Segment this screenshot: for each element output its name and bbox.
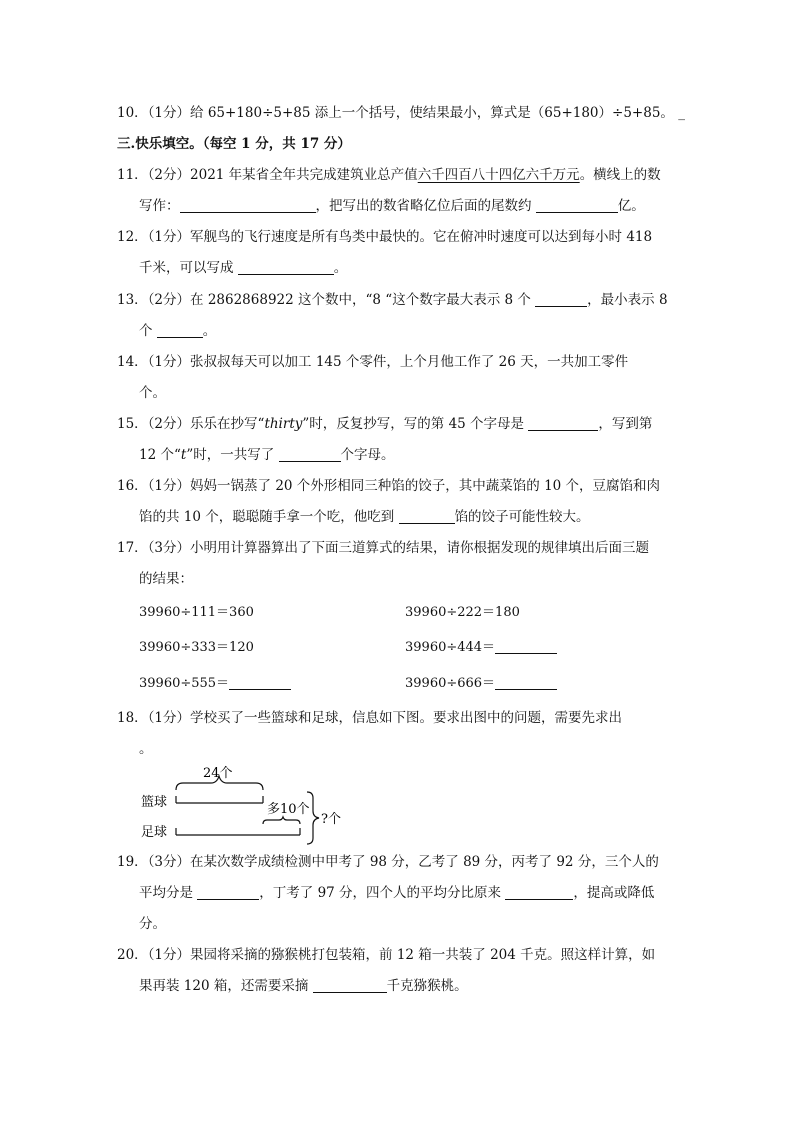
question-text: 乐乐在抄写“ — [190, 416, 265, 432]
question-number: 12． — [117, 229, 148, 245]
diagram-basketball-count: 24个 — [203, 766, 233, 781]
question-text: 果园将采摘的猕猴桃打包装箱，前 12 箱一共装了 204 千克。照这样计算，如 — [190, 947, 656, 963]
question-text: 。横线上的数 — [579, 167, 661, 183]
answer-blank[interactable] — [238, 259, 334, 275]
question-text: 妈妈一锅蒸了 20 个外形相同三种馅的饺子，其中蔬菜馅的 10 个，豆腐馅和肉 — [190, 478, 661, 494]
answer-blank[interactable] — [180, 197, 316, 213]
question-score: （2分） — [147, 292, 191, 308]
answer-blank[interactable] — [313, 977, 387, 993]
question-13-line-2 — [139, 321, 216, 341]
answer-blank[interactable] — [229, 674, 291, 690]
question-text: ，把写出的数省略亿位后面的尾数约 — [315, 198, 536, 214]
question-score: （1分） — [147, 229, 191, 245]
question-text: 馅的共 10 个，聪聪随手拿一个吃，他吃到 — [139, 509, 399, 525]
answer-blank[interactable] — [505, 884, 573, 900]
difference-label: 多10个 — [267, 802, 310, 817]
question-number: 10． — [117, 105, 148, 121]
question-score: （1分） — [147, 354, 191, 370]
calc-item: 39960÷222＝180 — [405, 605, 520, 620]
question-text: 12 个“ — [139, 447, 181, 463]
answer-blank[interactable] — [495, 638, 557, 654]
question-14-line-2: 个。 — [139, 385, 166, 401]
question-text: 在 2862868922 这个数中，“8 “这个数字最大表示 8 个 — [190, 292, 536, 308]
question-score: （1分） — [147, 947, 191, 963]
question-text: 军舰鸟的飞行速度是所有鸟类中最快的。它在俯冲时速度可以达到每小时 418 — [190, 229, 653, 245]
english-word: thirty — [264, 416, 303, 432]
line-segment-diagram — [139, 762, 349, 848]
answer-blank[interactable] — [495, 674, 557, 690]
question-score: （3分） — [147, 540, 191, 556]
question-number: 15． — [117, 416, 148, 432]
question-text: 给 65+180÷5+85 添上一个括号，使结果最小，算式是（65+180）÷5+85。 _ — [190, 105, 685, 121]
question-20-line-2 — [139, 976, 468, 996]
question-14 — [117, 352, 628, 372]
right-brace — [307, 792, 319, 844]
calc-item — [405, 674, 557, 694]
question-12 — [117, 227, 652, 247]
question-text: 。 — [333, 260, 348, 276]
answer-blank[interactable] — [536, 197, 618, 213]
football-label: 足球 — [141, 825, 168, 840]
question-18-line-2: 。 — [139, 741, 153, 757]
total-label: ?个 — [321, 812, 341, 827]
question-17-line-2: 的结果： — [139, 571, 193, 587]
answer-blank[interactable] — [197, 884, 259, 900]
question-11-line-2 — [139, 196, 645, 216]
question-16 — [117, 476, 660, 496]
question-score: （1分） — [147, 478, 191, 494]
question-score: （2分） — [147, 416, 191, 432]
question-number: 17． — [117, 540, 148, 556]
question-number: 20． — [117, 947, 148, 963]
question-13 — [117, 290, 668, 310]
question-number: 13． — [117, 292, 148, 308]
question-number: 11． — [117, 167, 148, 183]
question-text: ，最小表示 8 — [587, 292, 668, 308]
calc-expression: 39960÷666＝ — [405, 676, 496, 691]
question-text: 馅的饺子可能性较大。 — [454, 509, 590, 525]
question-19-line-3: 分。 — [139, 916, 166, 932]
question-text: 亿。 — [617, 198, 645, 214]
question-text: 2021 年某省全年共完成建筑业总产值 — [190, 167, 418, 183]
question-text: 张叔叔每天可以加工 145 个零件，上个月他工作了 26 天，一共加工零件 — [190, 354, 629, 370]
question-text: 千克猕猴桃。 — [386, 978, 468, 994]
question-15 — [117, 414, 652, 434]
answer-blank[interactable] — [535, 291, 587, 307]
question-text: ，写到第 — [598, 416, 653, 432]
question-text: 平均分是 — [139, 885, 198, 901]
calc-expression: 39960÷444＝ — [405, 640, 496, 655]
question-15-line-2 — [139, 445, 395, 465]
answer-blank[interactable] — [528, 415, 598, 431]
calc-item — [405, 638, 557, 658]
answer-blank[interactable] — [279, 446, 341, 462]
question-text: 在某次数学成绩检测中甲考了 98 分，乙考了 89 分，丙考了 92 分，三个人的 — [190, 854, 659, 870]
question-number: 19． — [117, 854, 148, 870]
question-text: 个 — [139, 323, 157, 339]
question-text: 。 — [202, 323, 217, 339]
question-16-line-2 — [139, 507, 590, 527]
question-score: （3分） — [147, 854, 191, 870]
question-number: 16． — [117, 478, 148, 494]
question-19 — [117, 852, 659, 872]
question-12-line-2 — [139, 258, 347, 278]
question-text: ，丁考了 97 分，四个人的平均分比原来 — [259, 885, 506, 901]
question-text: 千米，可以写成 — [139, 260, 238, 276]
english-letter: t — [180, 447, 187, 463]
answer-blank[interactable] — [157, 322, 203, 338]
question-text: ，提高或降低 — [573, 885, 655, 901]
question-number: 18． — [117, 710, 148, 726]
difference-brace — [263, 817, 300, 824]
question-17 — [117, 538, 649, 558]
question-20 — [117, 945, 655, 965]
calc-expression: 39960÷555＝ — [139, 676, 230, 691]
basketball-label: 篮球 — [141, 795, 168, 810]
calc-item: 39960÷333＝120 — [139, 640, 254, 655]
question-11 — [117, 165, 661, 185]
question-18 — [117, 708, 622, 728]
section-heading: 三.快乐填空。（每空 1 分，共 17 分） — [117, 136, 351, 152]
question-19-line-2 — [139, 883, 654, 903]
question-text: ”时，反复抄写，写的第 45 个字母是 — [302, 416, 529, 432]
question-text: 小明用计算器算出了下面三道算式的结果，请你根据发现的规律填出后面三题 — [190, 540, 650, 556]
top-brace — [176, 776, 263, 790]
question-number: 14． — [117, 354, 148, 370]
question-score: （1分） — [147, 710, 191, 726]
question-text: 个字母。 — [340, 447, 395, 463]
calc-item — [139, 674, 291, 694]
question-score: （2分） — [147, 167, 191, 183]
question-text: ”时，一共写了 — [186, 447, 279, 463]
answer-blank[interactable] — [399, 508, 455, 524]
question-text: 写作： — [139, 198, 180, 214]
question-10 — [117, 103, 685, 123]
question-score: （1分） — [147, 105, 191, 121]
question-text: 果再装 120 箱，还需要采摘 — [139, 978, 313, 994]
calc-item: 39960÷111＝360 — [139, 605, 254, 620]
underlined-number: 六千四百八十四亿六千万元 — [417, 167, 580, 183]
question-text: 学校买了一些篮球和足球，信息如下图。要求出图中的问题，需要先求出 — [190, 710, 623, 726]
